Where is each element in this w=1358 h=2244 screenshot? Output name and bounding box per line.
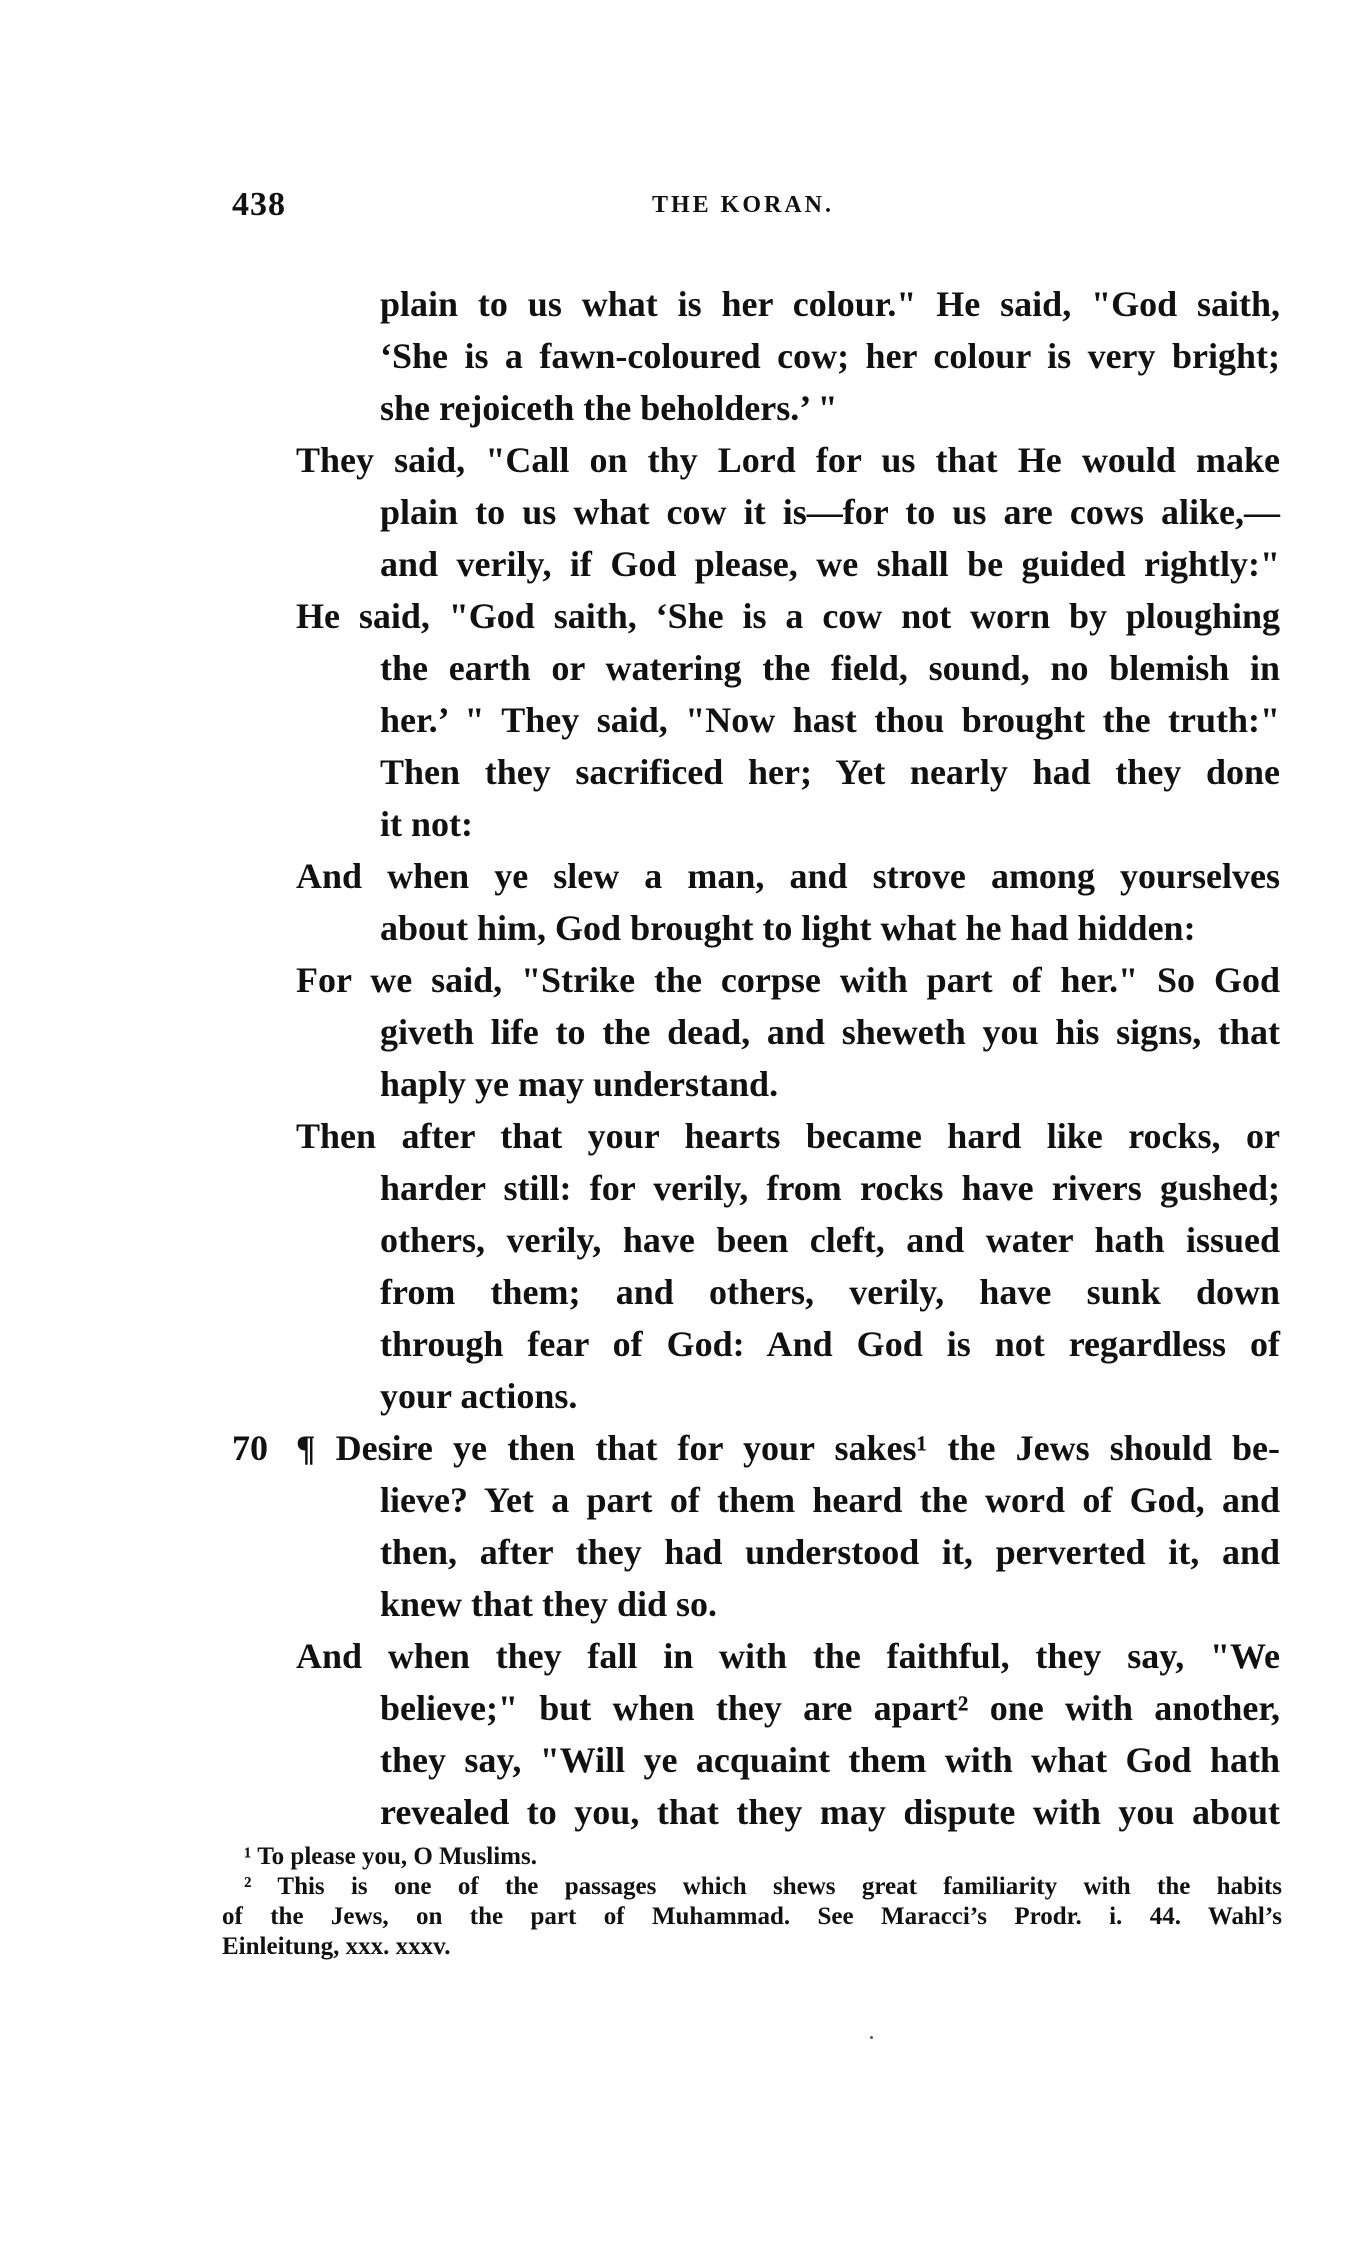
footnote-line: ¹ To please you, O Muslims.: [244, 1843, 537, 1870]
text-line: your actions.: [380, 1376, 578, 1416]
text-line: from them; and others, verily, have sunk down: [380, 1272, 1280, 1312]
footnote-line: ² This is one of the passages which shews great familiarity with the habits: [244, 1873, 1282, 1900]
text-line: And when they fall in with the faithful, they say, "We: [296, 1636, 1280, 1676]
text-line: knew that they did so.: [380, 1584, 718, 1624]
text-line: [232, 1422, 1280, 1474]
text-line: and verily, if God please, we shall be guided rightly:": [380, 544, 1280, 584]
text-line: through fear of God: And God is not regardless of: [380, 1324, 1280, 1364]
footnote-line: of the Jews, on the part of Muhammad. See Maracci’s Prodr. i. 44. Wahl’s: [222, 1903, 1282, 1930]
print-speck: [870, 2036, 873, 2039]
text-line: harder still: for verily, from rocks have rivers gushed;: [380, 1168, 1280, 1208]
text-line: Then after that your hearts became hard like rocks, or: [296, 1116, 1280, 1156]
text-line: then, after they had understood it, perverted it, and: [380, 1532, 1280, 1572]
text-line: giveth life to the dead, and sheweth you his signs, that: [380, 1012, 1280, 1052]
footnote-line: Einleitung, xxx. xxxv.: [222, 1933, 451, 1960]
text-line: the earth or watering the field, sound, no blemish in: [380, 648, 1280, 688]
text-line: her.’ " They said, "Now hast thou brought the truth:": [380, 700, 1280, 740]
text-line: others, verily, have been cleft, and water hath issued: [380, 1220, 1280, 1260]
text-line: they say, "Will ye acquaint them with what God hath: [380, 1740, 1280, 1780]
text-line: plain to us what is her colour." He said, "God saith,: [380, 284, 1280, 324]
text-line: They said, "Call on thy Lord for us that He would make: [296, 440, 1280, 480]
text-line: she rejoiceth the beholders.’ ": [380, 388, 838, 428]
text-line: about him, God brought to light what he had hidden:: [380, 908, 1196, 948]
text-line: lieve? Yet a part of them heard the word of God, and: [380, 1480, 1280, 1520]
running-title: THE KORAN.: [652, 192, 835, 218]
text-line: haply ye may understand.: [380, 1064, 779, 1104]
text-line: For we said, "Strike the corpse with part of her." So God: [296, 960, 1280, 1000]
text-line: revealed to you, that they may dispute with you about: [380, 1792, 1280, 1832]
text-line: believe;" but when they are apart² one with another,: [380, 1688, 1280, 1728]
text-line: ‘She is a fawn-coloured cow; her colour is very bright;: [380, 336, 1280, 376]
text-line: plain to us what cow it is—for to us are cows alike,—: [380, 492, 1280, 532]
text-line: And when ye slew a man, and strove among yourselves: [296, 856, 1280, 896]
main-text: [232, 278, 1280, 1838]
page-number: 438: [232, 186, 286, 223]
text-line: He said, "God saith, ‘She is a cow not worn by ploughing: [296, 596, 1280, 636]
footnotes: [222, 1842, 1282, 1962]
text-line: it not:: [380, 804, 473, 844]
line-text: ¶ Desire ye then that for your sakes¹ the Jews should be-: [296, 1428, 1280, 1468]
verse-number: 70: [232, 1428, 268, 1468]
text-line: Then they sacrificed her; Yet nearly had they done: [380, 752, 1280, 792]
